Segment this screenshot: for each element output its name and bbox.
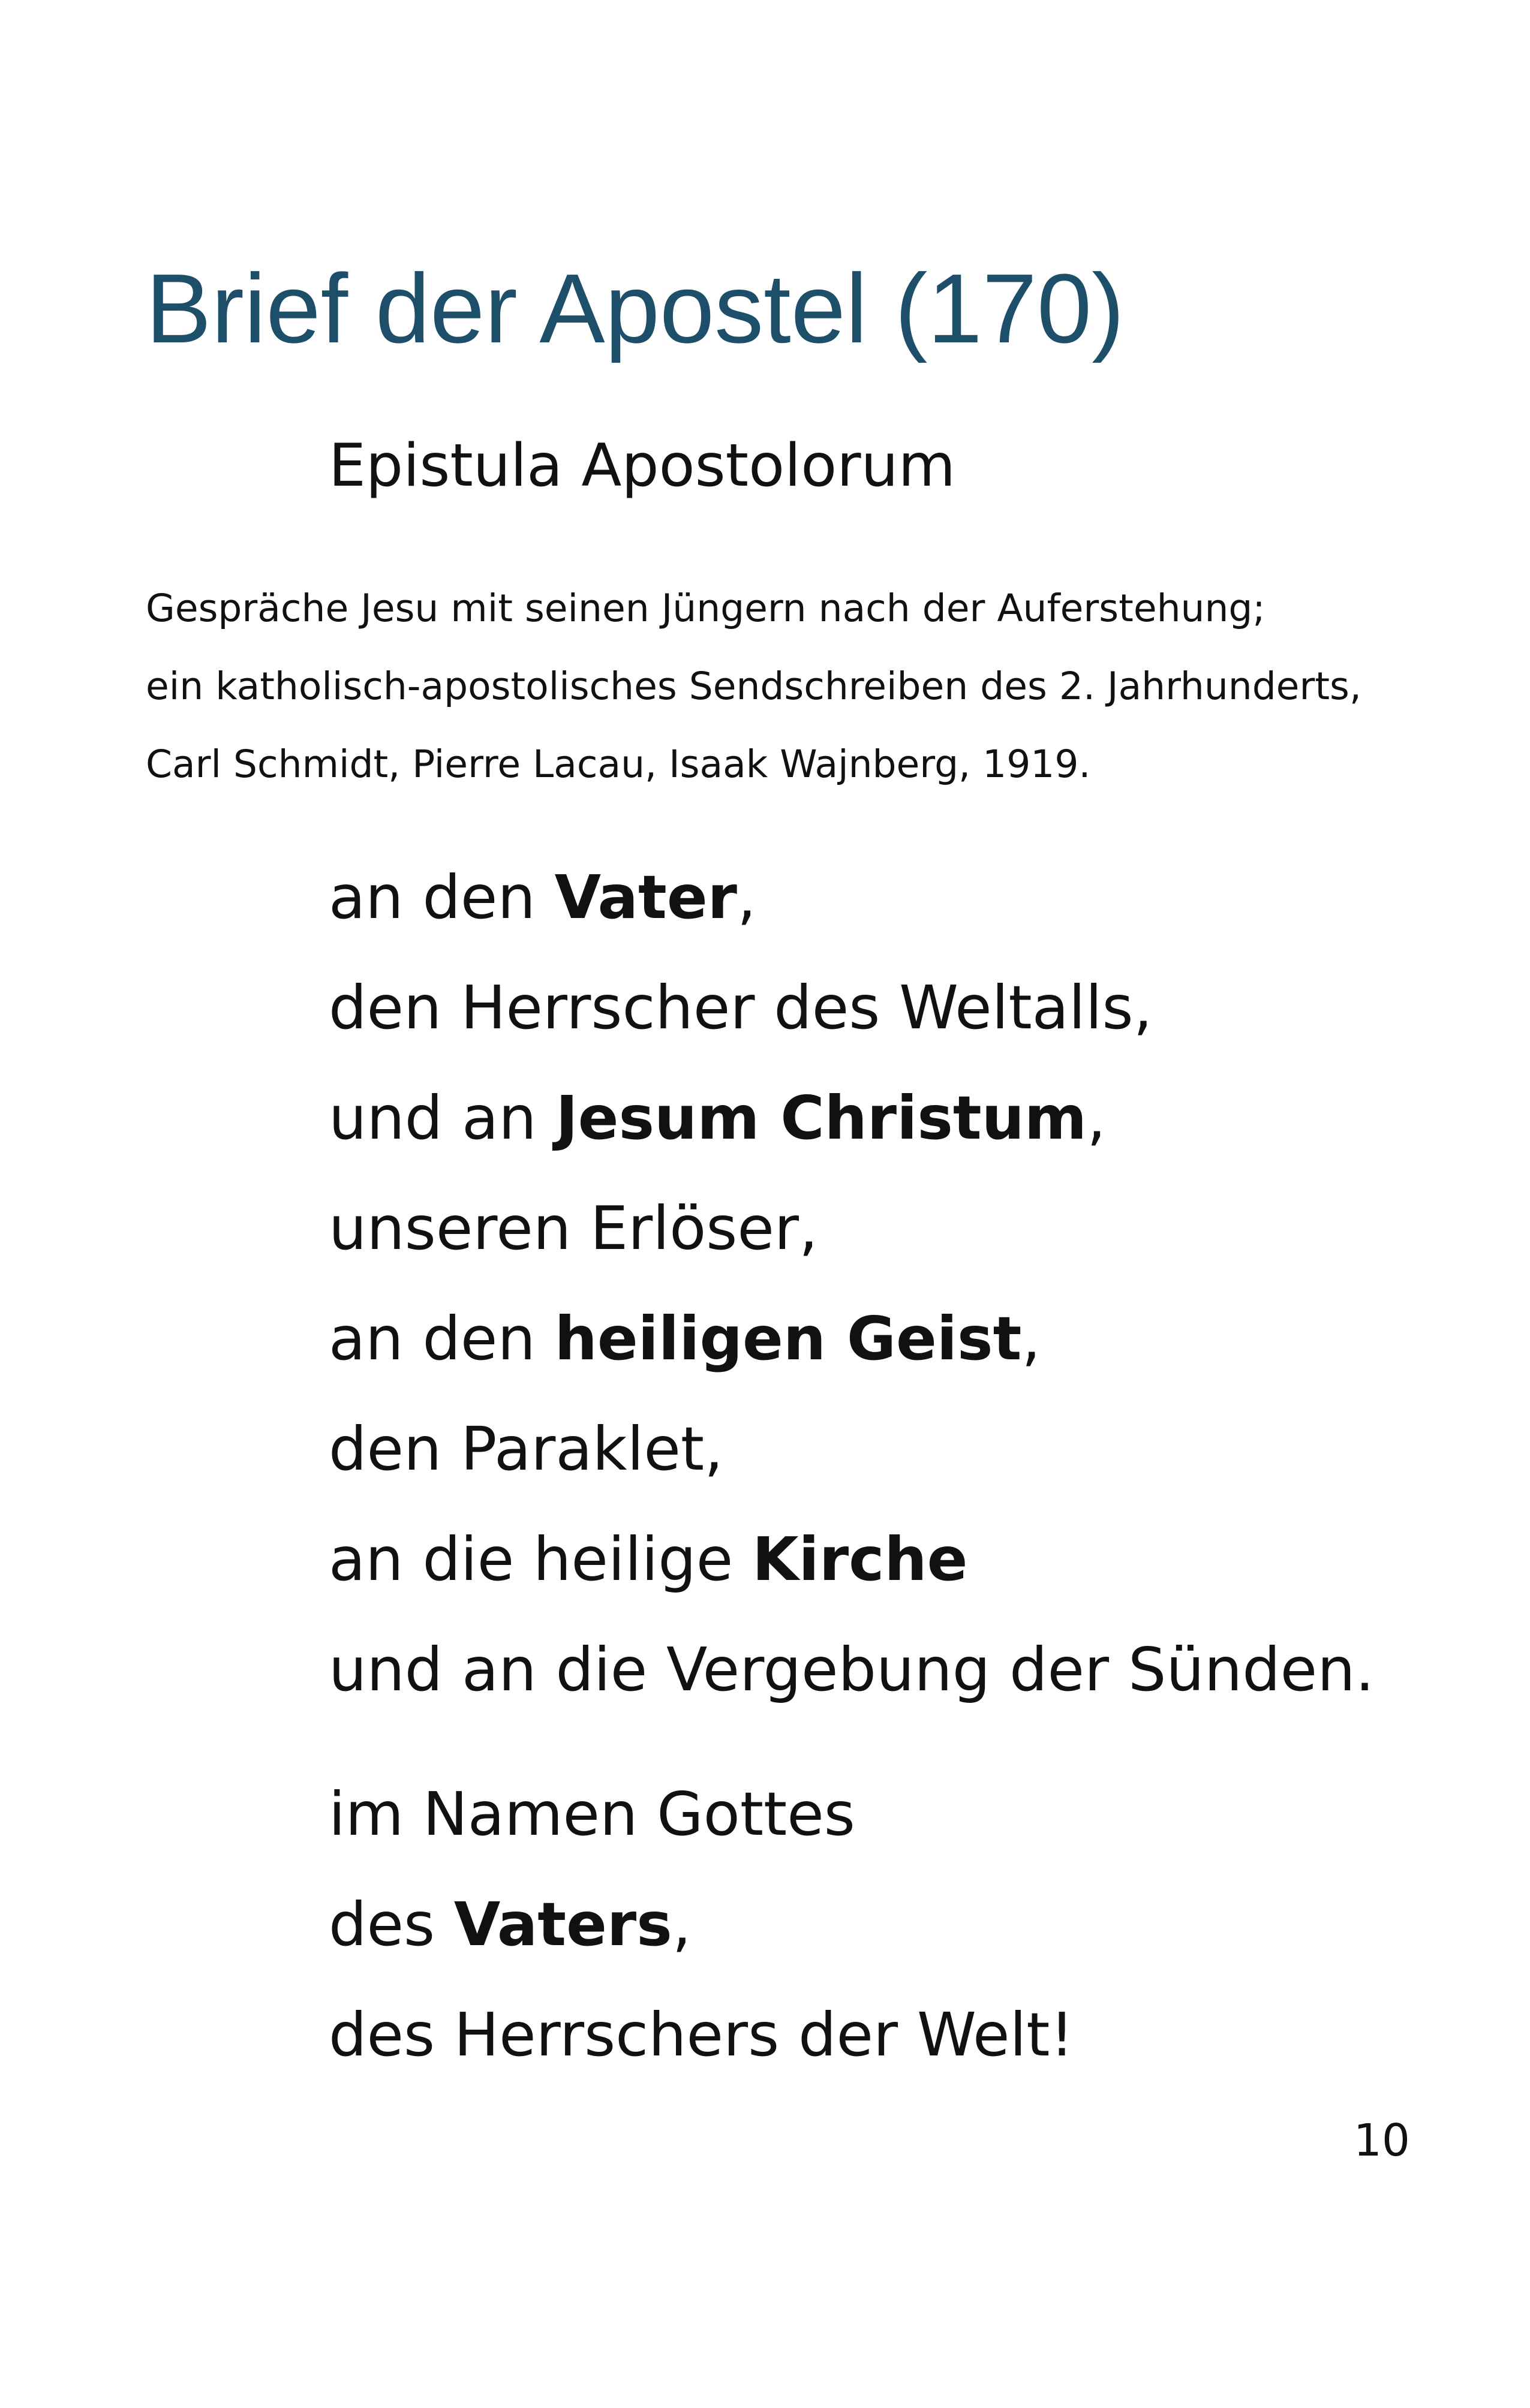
page-title: Brief der Apostel (170)	[146, 254, 1125, 363]
verse-line: den Herrscher des Weltalls,	[329, 973, 1153, 1043]
verse-line: im Namen Gottes	[329, 1779, 855, 1849]
source-citation	[146, 570, 1410, 803]
verse-line: an die heilige Kirche	[329, 1524, 968, 1594]
verse-line: den Paraklet,	[329, 1414, 723, 1484]
verse-line: des Herrschers der Welt!	[329, 2000, 1074, 2070]
source-line: ein katholisch-apostolisches Sendschreiben des 2. Jahrhunderts,	[146, 664, 1361, 708]
verse-stanza-2	[329, 1759, 1074, 2090]
verse-line: an den Vater,	[329, 862, 756, 932]
verse-line: des Vaters,	[329, 1889, 692, 1959]
source-line: Gespräche Jesu mit seinen Jüngern nach der Auferstehung;	[146, 586, 1266, 630]
source-line: Carl Schmidt, Pierre Lacau, Isaak Wajnberg, 1919.	[146, 742, 1091, 786]
verse-stanza-1	[329, 842, 1374, 1725]
verse-line: und an die Vergebung der Sünden.	[329, 1635, 1375, 1705]
page-subtitle: Epistula Apostolorum	[329, 432, 956, 500]
verse-line: an den heiligen Geist,	[329, 1304, 1041, 1374]
verse-line: und an Jesum Christum,	[329, 1083, 1106, 1153]
page-number: 10	[1353, 2115, 1410, 2166]
verse-line: unseren Erlöser,	[329, 1193, 818, 1263]
